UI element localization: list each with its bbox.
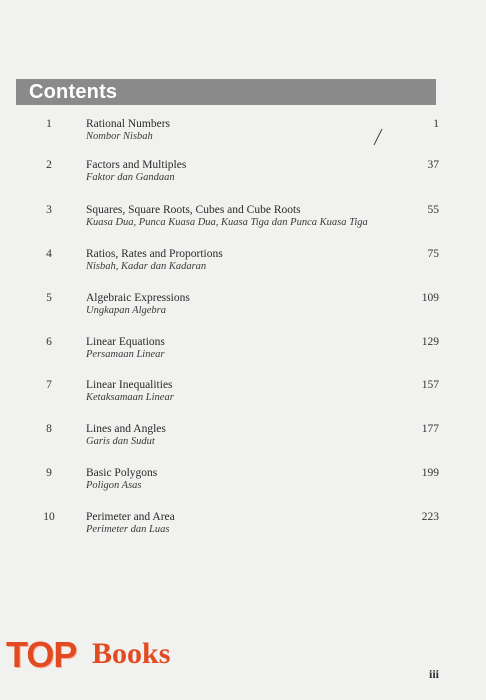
contents-entry-10	[0, 511, 486, 551]
page-number-roman: iii	[428, 667, 439, 681]
chapter-page-number: 199	[421, 467, 439, 479]
chapter-number: 10	[43, 511, 55, 523]
chapter-subtitle: Faktor dan Gandaan	[86, 172, 175, 183]
contents-entry-1	[0, 118, 486, 158]
chapter-page-number: 1	[433, 118, 439, 130]
chapter-page-number: 129	[421, 336, 439, 348]
chapter-number: 4	[46, 248, 52, 260]
chapter-title: Basic Polygons	[86, 467, 158, 479]
chapter-title: Rational Numbers	[86, 118, 170, 130]
contents-entry-4	[0, 248, 486, 288]
chapter-number: 6	[46, 336, 52, 348]
chapter-title: Linear Inequalities	[86, 379, 173, 391]
pen-mark-icon	[372, 127, 384, 147]
chapter-subtitle: Poligon Asas	[86, 480, 142, 491]
contents-entry-5	[0, 292, 486, 332]
logo-top-text: TOP	[6, 634, 77, 675]
chapter-number: 8	[46, 423, 52, 435]
chapter-number: 9	[46, 467, 52, 479]
chapter-title: Ratios, Rates and Proportions	[86, 248, 223, 260]
chapter-title: Lines and Angles	[86, 423, 166, 435]
chapter-page-number: 223	[421, 511, 439, 523]
chapter-number: 1	[46, 118, 52, 130]
chapter-title: Algebraic Expressions	[86, 292, 190, 304]
chapter-page-number: 75	[427, 248, 439, 260]
chapter-subtitle: Nisbah, Kadar dan Kadaran	[86, 261, 207, 272]
chapter-subtitle: Perimeter dan Luas	[86, 524, 170, 535]
chapter-number: 3	[46, 204, 52, 216]
chapter-number: 5	[46, 292, 52, 304]
chapter-page-number: 109	[421, 292, 439, 304]
chapter-page-number: 177	[421, 423, 439, 435]
logo-books-text: Books	[92, 637, 171, 670]
chapter-subtitle: Nombor Nisbah	[86, 131, 153, 142]
chapter-title: Factors and Multiples	[86, 159, 187, 171]
chapter-number: 7	[46, 379, 52, 391]
chapter-subtitle: Persamaan Linear	[86, 349, 165, 360]
chapter-title: Perimeter and Area	[86, 511, 175, 523]
chapter-subtitle: Ungkapan Algebra	[86, 305, 167, 316]
contents-entry-3	[0, 204, 486, 244]
chapter-subtitle: Kuasa Dua, Punca Kuasa Dua, Kuasa Tiga dan Punca Kuasa Tiga	[86, 217, 368, 228]
topbooks-logo	[6, 630, 196, 682]
contents-header-bar	[16, 79, 436, 105]
chapter-title: Squares, Square Roots, Cubes and Cube Roots	[86, 204, 301, 216]
chapter-number: 2	[46, 159, 52, 171]
chapter-subtitle: Garis dan Sudut	[86, 436, 155, 447]
contents-entry-6	[0, 336, 486, 376]
chapter-title: Linear Equations	[86, 336, 165, 348]
contents-entry-2	[0, 159, 486, 199]
chapter-subtitle: Ketaksamaan Linear	[86, 392, 174, 403]
contents-entry-7	[0, 379, 486, 419]
chapter-page-number: 157	[421, 379, 439, 391]
contents-entry-9	[0, 467, 486, 507]
chapter-page-number: 55	[427, 204, 439, 216]
contents-entry-8	[0, 423, 486, 463]
page-title: Contents	[29, 81, 118, 103]
chapter-page-number: 37	[427, 159, 439, 171]
